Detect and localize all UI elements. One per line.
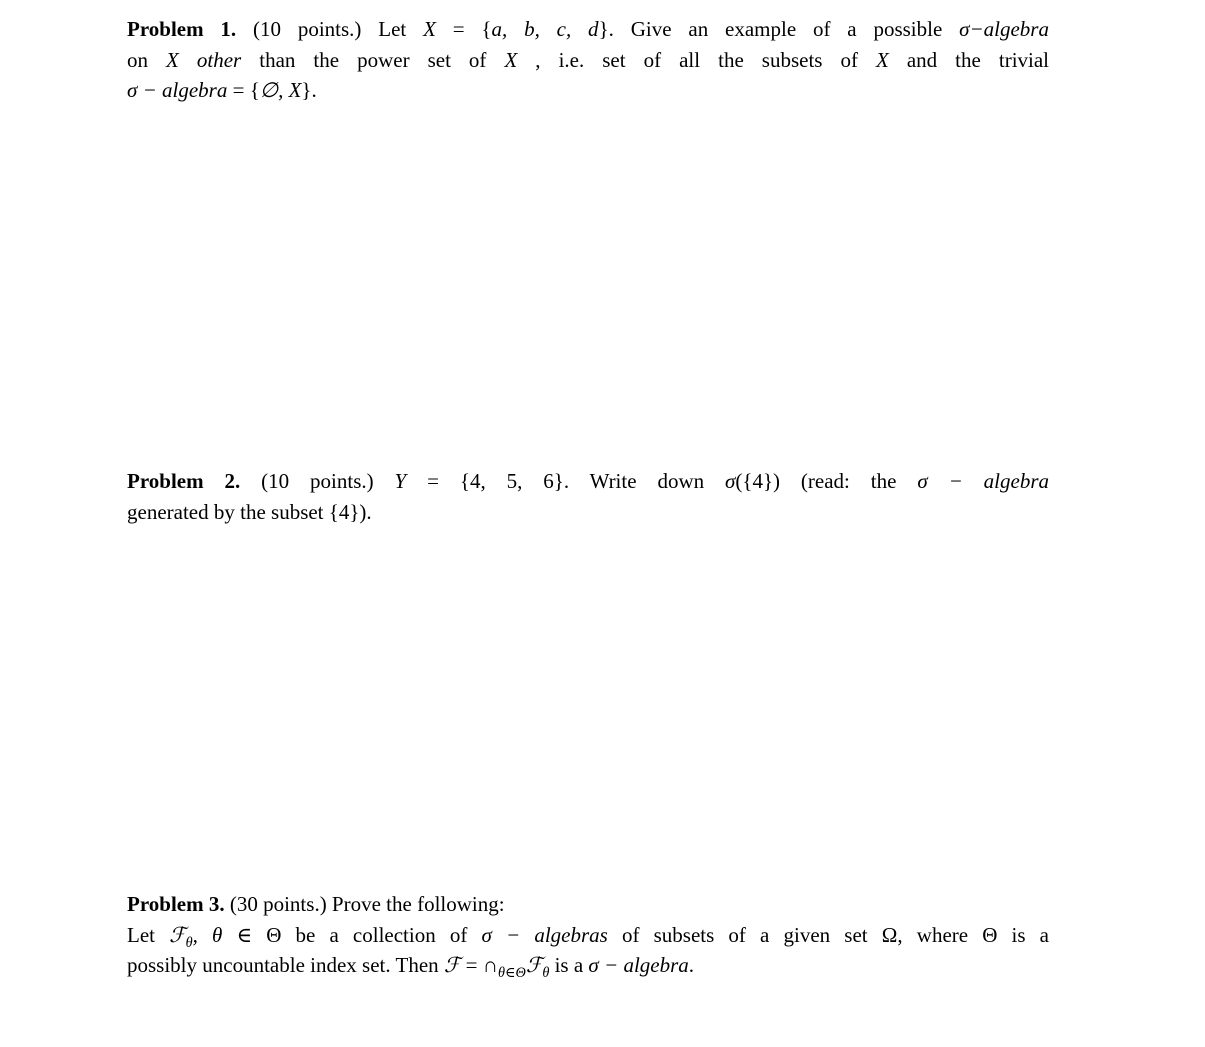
text-segment: , i.e. set of all the subsets of [517,47,876,72]
text-segment: ℱ [525,953,543,977]
text-segment: θ [542,965,550,982]
text-segment: ∈ Θ be a collection of [222,922,482,947]
text-segment: . [688,953,695,977]
text-segment: , θ [192,922,223,947]
text-segment: θ [185,934,193,951]
text-segment: X [876,47,889,72]
text-segment: σ [725,469,736,493]
text-segment: σ − algebras [481,922,608,947]
text-segment: possibly uncountable index set. Then [127,953,444,977]
problem-2-statement [127,466,1049,527]
text-segment: = {4, 5, 6}. Write down [406,469,726,493]
text-segment: generated by the subset {4}). [127,499,372,524]
text-segment: σ−algebra [959,17,1049,41]
text-segment: }. Give an example of a possible [598,17,960,41]
text-line [127,950,1049,981]
text-segment: on [127,47,167,72]
text-segment: Y [394,469,407,493]
text-segment: of subsets of a given set Ω, where Θ is a [607,922,1049,947]
text-line [127,75,1049,106]
text-segment: and the trivial [888,47,1050,72]
problem-heading: Problem 3. [127,892,225,916]
text-segment: ℱ [169,922,186,947]
text-line [127,14,1049,45]
text-line [127,920,1049,951]
text-segment: }. [301,78,317,102]
text-line [127,889,1049,920]
text-segment: = { [435,17,492,41]
text-segment: (10 points.) [240,469,395,493]
problem-heading: Problem 1. [127,17,237,41]
text-line [127,466,1049,497]
text-segment: ∅, X [259,78,302,102]
text-segment: Let [127,922,170,947]
problem-3-statement [127,889,1049,981]
text-segment: σ − algebra [917,469,1049,493]
text-segment: than the power set of [241,47,505,72]
text-segment: = ∩ [460,953,498,977]
problem-1-statement [127,14,1049,106]
text-segment: ({4}) (read: the [735,469,918,493]
text-line [127,497,1049,528]
text-segment: σ − algebra [588,953,689,977]
text-segment: a, b, c, d [491,17,599,41]
problem-heading: Problem 2. [127,469,241,493]
text-segment: X other [166,47,242,72]
text-segment: (30 points.) Prove the following: [224,892,505,916]
text-segment: X [504,47,518,72]
text-segment: X [423,17,436,41]
text-line [127,45,1049,76]
text-segment: (10 points.) Let [236,17,424,41]
text-segment: θ∈Θ [497,965,526,982]
text-segment: σ − algebra [127,78,228,102]
text-segment: ℱ [443,953,461,977]
text-segment: is a [549,953,589,977]
text-segment: = { [227,78,260,102]
